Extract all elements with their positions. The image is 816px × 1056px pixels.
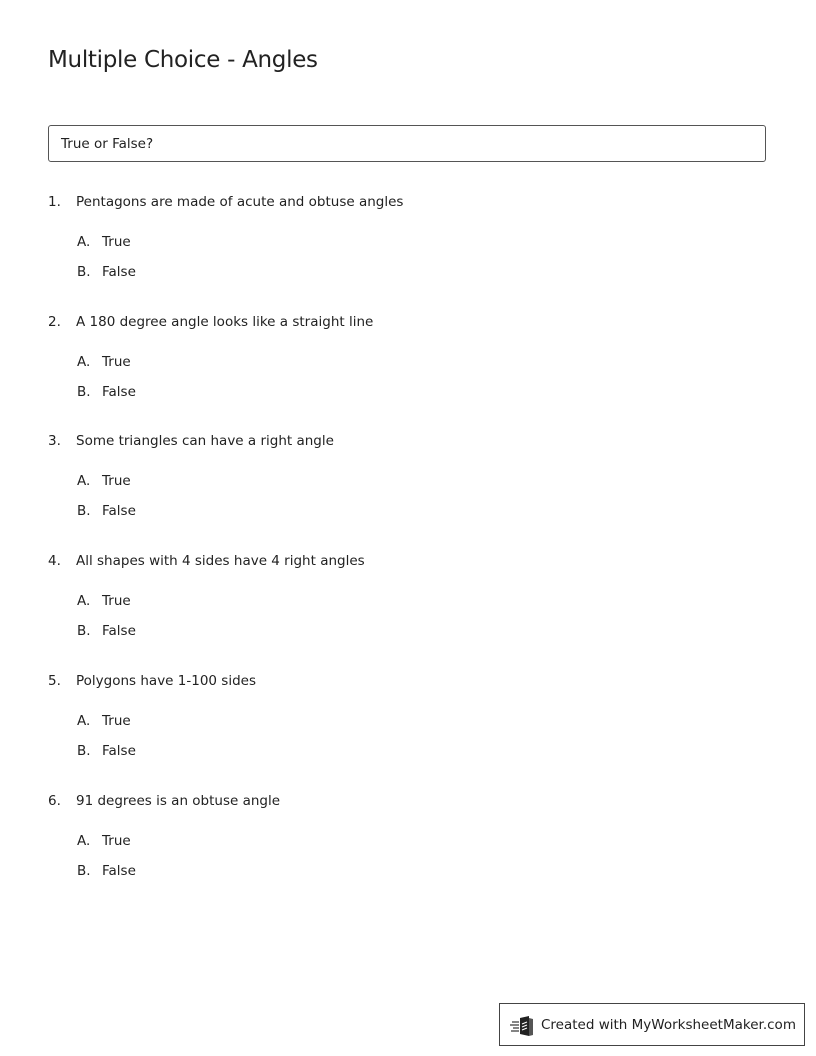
option-text: False [102, 383, 136, 400]
option-letter: A. [77, 353, 91, 370]
question-number: 4. [48, 553, 61, 570]
option-text: True [102, 353, 131, 370]
option-letter: B. [77, 383, 91, 400]
option-text: False [102, 742, 136, 759]
page-title: Multiple Choice - Angles [48, 47, 318, 73]
option-text: True [102, 593, 131, 610]
option-text: True [102, 832, 131, 849]
option-text: True [102, 234, 131, 250]
question-number: 1. [48, 194, 61, 210]
question-text: All shapes with 4 sides have 4 right angles [76, 553, 365, 570]
option-letter: A. [77, 473, 91, 490]
instructions-text: True or False? [61, 136, 154, 152]
option-text: False [102, 862, 136, 879]
option-text: False [102, 623, 136, 640]
option-letter: B. [77, 264, 91, 280]
option-text: False [102, 264, 136, 280]
question-text: Polygons have 1-100 sides [76, 672, 256, 689]
option-text: True [102, 712, 131, 729]
question-text: Pentagons are made of acute and obtuse angles [76, 194, 404, 210]
footer-badge[interactable] [499, 1003, 805, 1046]
option-letter: B. [77, 503, 91, 520]
footer-text: Created with MyWorksheetMaker.com [541, 1017, 796, 1033]
question-number: 6. [48, 792, 61, 809]
option-letter: A. [77, 234, 91, 250]
instructions-box [48, 125, 766, 162]
question-number: 5. [48, 672, 61, 689]
option-letter: B. [77, 742, 91, 759]
option-text: False [102, 503, 136, 520]
question-number: 2. [48, 313, 61, 330]
option-letter: A. [77, 593, 91, 610]
option-letter: A. [77, 712, 91, 729]
option-letter: A. [77, 832, 91, 849]
option-letter: B. [77, 623, 91, 640]
question-number: 3. [48, 433, 61, 450]
option-letter: B. [77, 862, 91, 879]
question-text: A 180 degree angle looks like a straight line [76, 313, 374, 330]
question-text: 91 degrees is an obtuse angle [76, 792, 281, 809]
option-text: True [102, 473, 131, 490]
worksheet-logo-icon [510, 1015, 536, 1037]
question-text: Some triangles can have a right angle [76, 433, 334, 450]
